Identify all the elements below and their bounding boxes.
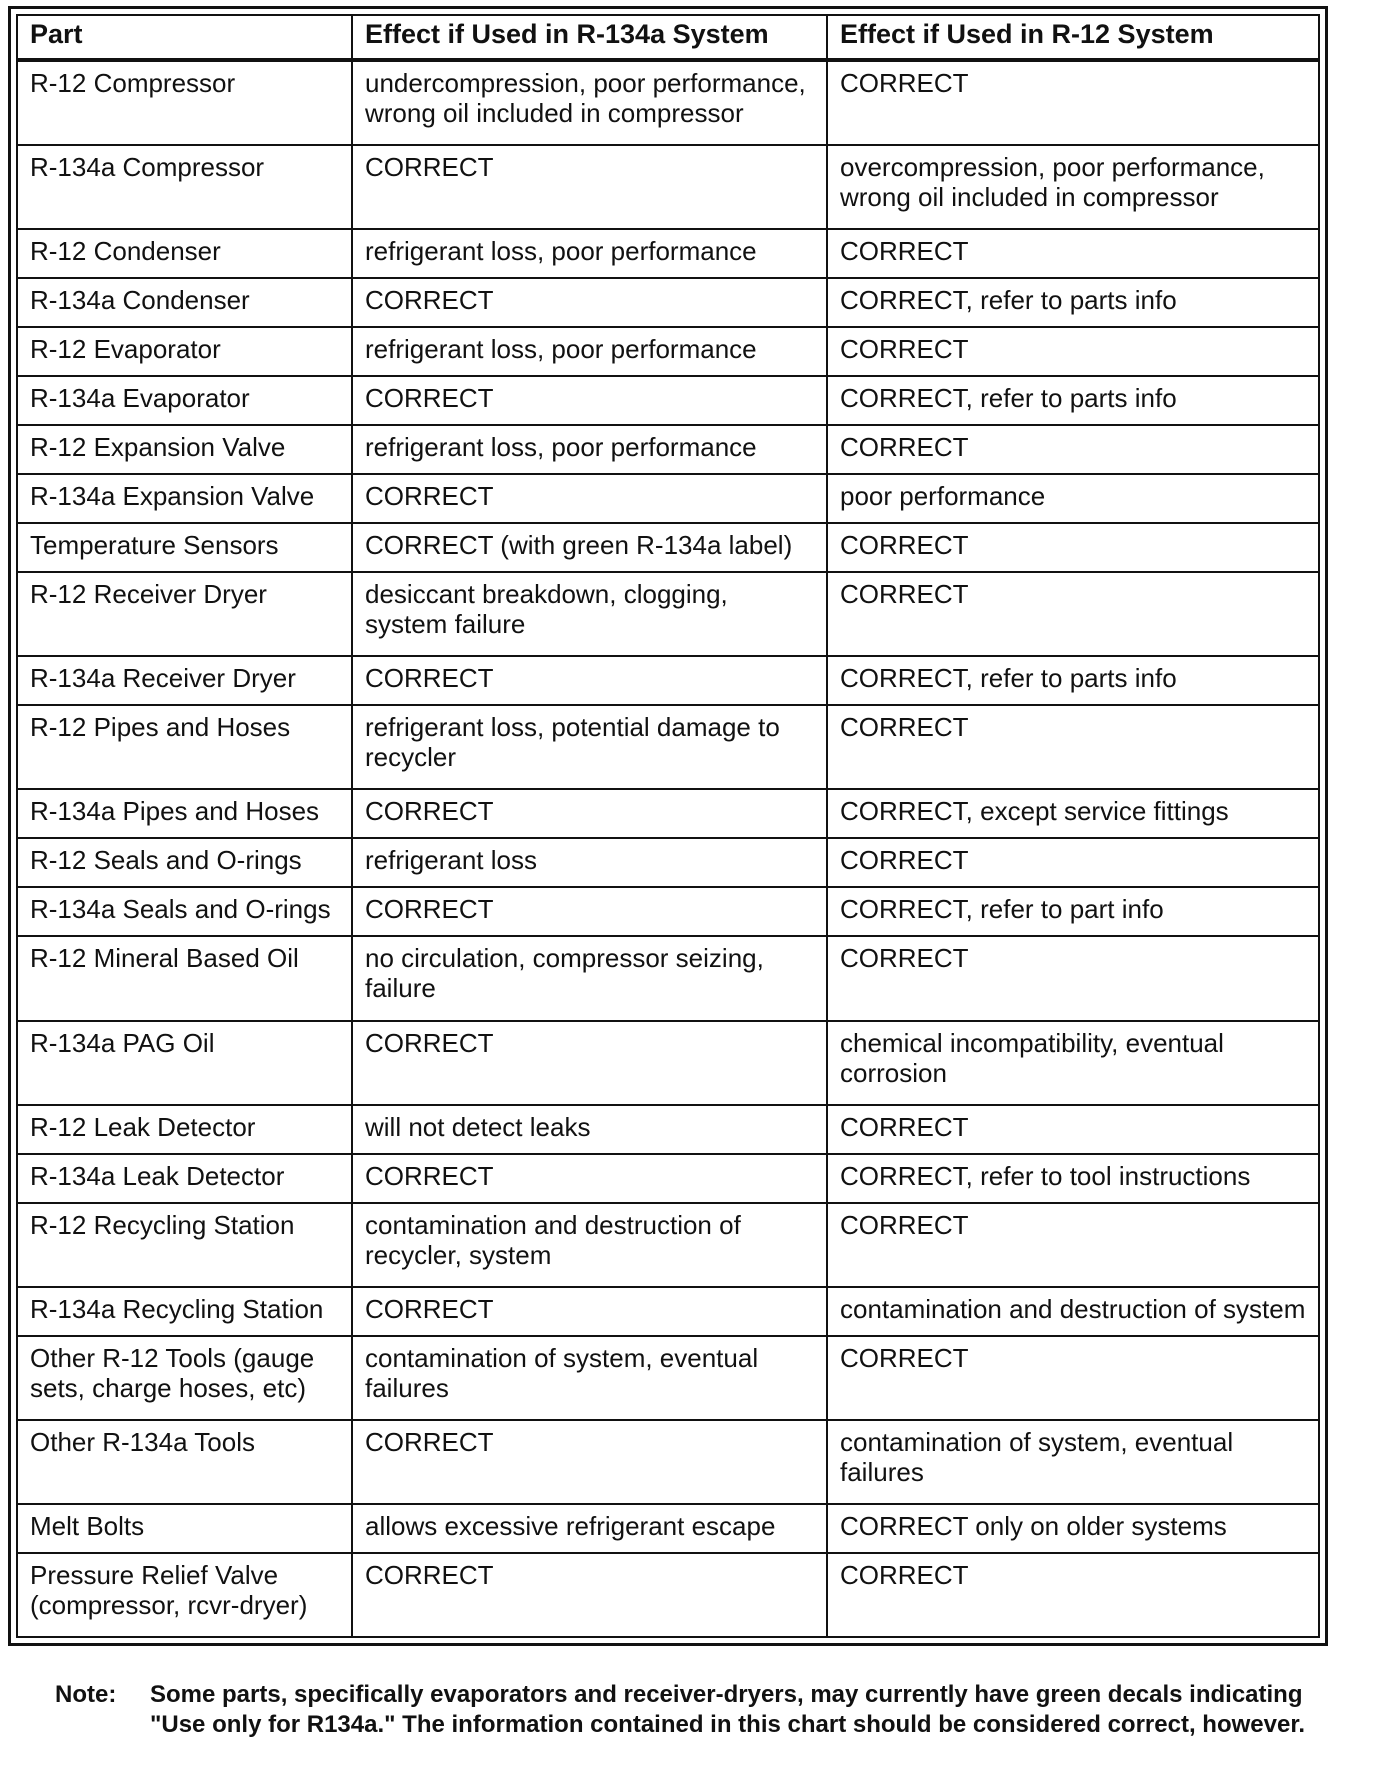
table-row xyxy=(17,278,1319,327)
table-row xyxy=(17,145,1319,229)
part-cell: R-134a Expansion Valve xyxy=(17,474,352,523)
header-r12-effect: Effect if Used in R-12 System xyxy=(827,15,1319,60)
note-text: Some parts, specifically evaporators and receiver-dryers, may currently have green decals indicating "Use only for R134a." The information contained in this chart should be considered correct, however. xyxy=(150,1681,1305,1738)
note-label: Note: xyxy=(55,1681,117,1708)
r134a-effect-cell: refrigerant loss xyxy=(352,838,827,887)
table-row xyxy=(17,1504,1319,1553)
r12-effect-cell: CORRECT xyxy=(827,1336,1319,1420)
r12-effect-cell: CORRECT, refer to part info xyxy=(827,887,1319,936)
table-row xyxy=(17,229,1319,278)
chart-frame xyxy=(8,6,1328,1646)
r134a-effect-cell: refrigerant loss, poor performance xyxy=(352,327,827,376)
r134a-effect-cell: CORRECT xyxy=(352,474,827,523)
part-cell: R-134a Evaporator xyxy=(17,376,352,425)
r134a-effect-cell: CORRECT xyxy=(352,789,827,838)
header-r134a-effect: Effect if Used in R-134a System xyxy=(352,15,827,60)
table-row xyxy=(17,789,1319,838)
r12-effect-cell: CORRECT xyxy=(827,936,1319,1020)
r134a-effect-cell: contamination of system, eventual failures xyxy=(352,1336,827,1420)
r134a-effect-cell: refrigerant loss, poor performance xyxy=(352,425,827,474)
r12-effect-cell: CORRECT, refer to parts info xyxy=(827,376,1319,425)
table-row xyxy=(17,1021,1319,1105)
r12-effect-cell: CORRECT xyxy=(827,1105,1319,1154)
r134a-effect-cell: CORRECT xyxy=(352,656,827,705)
r134a-effect-cell: desiccant breakdown, clogging, system failure xyxy=(352,572,827,656)
header-row xyxy=(17,15,1319,60)
table-row xyxy=(17,887,1319,936)
part-cell: R-12 Compressor xyxy=(17,60,352,145)
r134a-effect-cell: contamination and destruction of recycler, system xyxy=(352,1203,827,1287)
part-cell: R-12 Expansion Valve xyxy=(17,425,352,474)
table-row xyxy=(17,474,1319,523)
table-row xyxy=(17,1420,1319,1504)
r134a-effect-cell: no circulation, compressor seizing, failure xyxy=(352,936,827,1020)
part-cell: R-134a Pipes and Hoses xyxy=(17,789,352,838)
part-cell: R-12 Leak Detector xyxy=(17,1105,352,1154)
r134a-effect-cell: CORRECT xyxy=(352,145,827,229)
part-cell: R-134a Recycling Station xyxy=(17,1287,352,1336)
r12-effect-cell: CORRECT, refer to parts info xyxy=(827,656,1319,705)
r134a-effect-cell: CORRECT xyxy=(352,376,827,425)
r134a-effect-cell: CORRECT xyxy=(352,1287,827,1336)
r12-effect-cell: contamination and destruction of system xyxy=(827,1287,1319,1336)
part-cell: R-12 Recycling Station xyxy=(17,1203,352,1287)
r12-effect-cell: CORRECT only on older systems xyxy=(827,1504,1319,1553)
table-row xyxy=(17,327,1319,376)
table-row xyxy=(17,1203,1319,1287)
part-cell: R-134a Leak Detector xyxy=(17,1154,352,1203)
r12-effect-cell: contamination of system, eventual failures xyxy=(827,1420,1319,1504)
r134a-effect-cell: refrigerant loss, potential damage to recycler xyxy=(352,705,827,789)
r134a-effect-cell: CORRECT xyxy=(352,1553,827,1637)
r12-effect-cell: CORRECT xyxy=(827,425,1319,474)
table-row xyxy=(17,572,1319,656)
r12-effect-cell: CORRECT xyxy=(827,523,1319,572)
r12-effect-cell: CORRECT xyxy=(827,229,1319,278)
table-body xyxy=(17,60,1319,1637)
part-cell: Pressure Relief Valve (compressor, rcvr-dryer) xyxy=(17,1553,352,1637)
table-row xyxy=(17,425,1319,474)
part-cell: R-12 Evaporator xyxy=(17,327,352,376)
table-header xyxy=(17,15,1319,60)
r12-effect-cell: overcompression, poor performance, wrong oil included in compressor xyxy=(827,145,1319,229)
r12-effect-cell: CORRECT xyxy=(827,838,1319,887)
r134a-effect-cell: allows excessive refrigerant escape xyxy=(352,1504,827,1553)
table-row xyxy=(17,936,1319,1020)
table-row xyxy=(17,656,1319,705)
table-row xyxy=(17,838,1319,887)
part-cell: R-12 Condenser xyxy=(17,229,352,278)
r12-effect-cell: CORRECT xyxy=(827,327,1319,376)
r134a-effect-cell: CORRECT xyxy=(352,1021,827,1105)
compatibility-table xyxy=(16,14,1320,1638)
part-cell: R-134a PAG Oil xyxy=(17,1021,352,1105)
table-row xyxy=(17,1336,1319,1420)
table-row xyxy=(17,523,1319,572)
r12-effect-cell: CORRECT xyxy=(827,60,1319,145)
r12-effect-cell: CORRECT, refer to parts info xyxy=(827,278,1319,327)
table-row xyxy=(17,1105,1319,1154)
part-cell: R-134a Condenser xyxy=(17,278,352,327)
header-part: Part xyxy=(17,15,352,60)
part-cell: Other R-12 Tools (gauge sets, charge hoses, etc) xyxy=(17,1336,352,1420)
r12-effect-cell: CORRECT xyxy=(827,1553,1319,1637)
r12-effect-cell: CORRECT xyxy=(827,572,1319,656)
table-row xyxy=(17,705,1319,789)
table-row xyxy=(17,376,1319,425)
r12-effect-cell: CORRECT, except service fittings xyxy=(827,789,1319,838)
part-cell: R-134a Receiver Dryer xyxy=(17,656,352,705)
r134a-effect-cell: undercompression, poor performance, wrong oil included in compressor xyxy=(352,60,827,145)
r12-effect-cell: chemical incompatibility, eventual corrosion xyxy=(827,1021,1319,1105)
part-cell: Other R-134a Tools xyxy=(17,1420,352,1504)
r134a-effect-cell: CORRECT xyxy=(352,1154,827,1203)
part-cell: R-12 Pipes and Hoses xyxy=(17,705,352,789)
table-row xyxy=(17,1154,1319,1203)
r12-effect-cell: CORRECT xyxy=(827,705,1319,789)
r12-effect-cell: poor performance xyxy=(827,474,1319,523)
r134a-effect-cell: will not detect leaks xyxy=(352,1105,827,1154)
r134a-effect-cell: refrigerant loss, poor performance xyxy=(352,229,827,278)
r134a-effect-cell: CORRECT (with green R-134a label) xyxy=(352,523,827,572)
r134a-effect-cell: CORRECT xyxy=(352,1420,827,1504)
part-cell: R-134a Seals and O-rings xyxy=(17,887,352,936)
r134a-effect-cell: CORRECT xyxy=(352,887,827,936)
table-row xyxy=(17,1553,1319,1637)
part-cell: R-12 Seals and O-rings xyxy=(17,838,352,887)
r134a-effect-cell: CORRECT xyxy=(352,278,827,327)
r12-effect-cell: CORRECT, refer to tool instructions xyxy=(827,1154,1319,1203)
table-row xyxy=(17,60,1319,145)
part-cell: R-12 Receiver Dryer xyxy=(17,572,352,656)
part-cell: R-134a Compressor xyxy=(17,145,352,229)
part-cell: R-12 Mineral Based Oil xyxy=(17,936,352,1020)
table-row xyxy=(17,1287,1319,1336)
r12-effect-cell: CORRECT xyxy=(827,1203,1319,1287)
part-cell: Temperature Sensors xyxy=(17,523,352,572)
part-cell: Melt Bolts xyxy=(17,1504,352,1553)
